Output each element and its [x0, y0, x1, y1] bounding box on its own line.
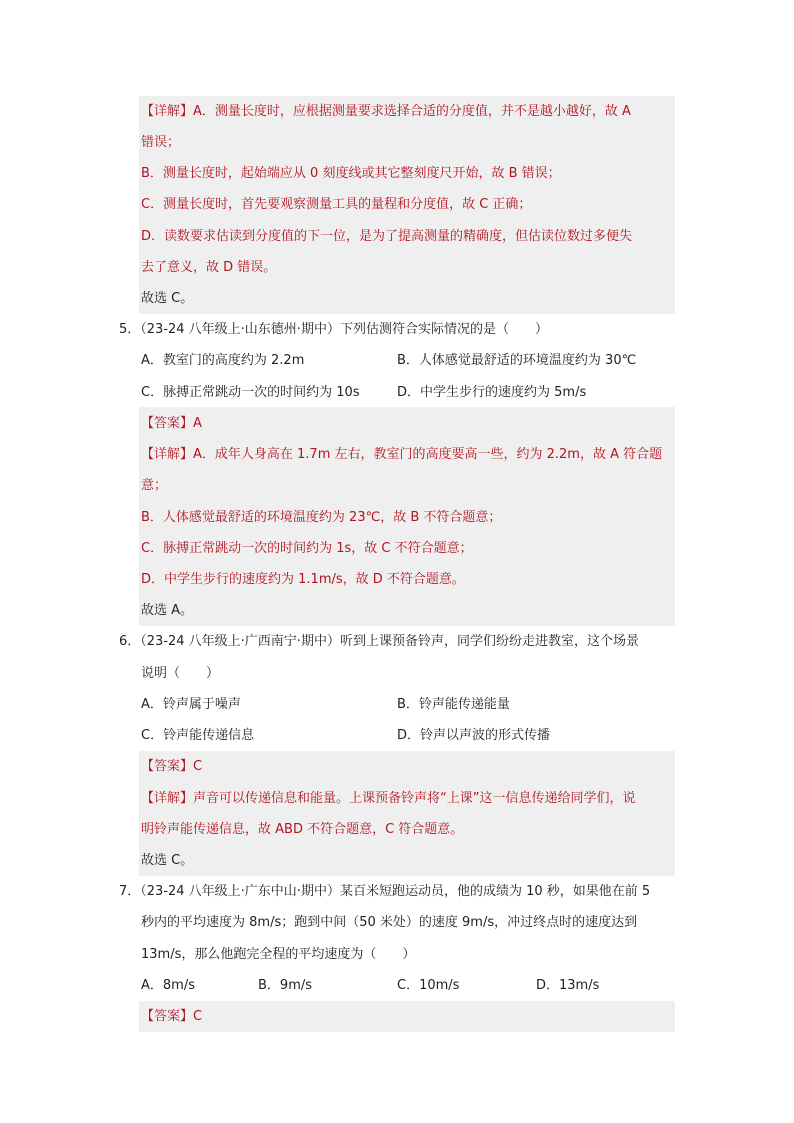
q4-analysis-line-5: D．读数要求估读到分度值的下一位，是为了提高测量的精确度，但估读位数过多便失 — [141, 229, 633, 244]
q6-option-c: C．铃声能传递信息 — [141, 728, 255, 743]
q6-option-b: B．铃声能传递能量 — [397, 697, 510, 712]
q4-analysis-line-2: 错误； — [141, 135, 181, 150]
q5-answer: 【答案】A — [141, 416, 202, 431]
q4-analysis-line-4: C．测量长度时，首先要观察测量工具的量程和分度值，故 C 正确； — [141, 197, 532, 212]
q7-option-c: C．10m/s — [397, 978, 460, 993]
q4-analysis-line-3: B．测量长度时，起始端应从 0 刻度线或其它整刻度尺开始，故 B 错误； — [141, 166, 561, 181]
q6-answer: 【答案】C — [141, 759, 203, 774]
q4-analysis-line-1: 【详解】A．测量长度时，应根据测量要求选择合适的分度值，并不是越小越好，故 A — [141, 104, 631, 119]
q5-option-a: A．教室门的高度约为 2.2m — [141, 353, 305, 368]
q7-stem-line-1: 7．（23-24 八年级上·广东中山·期中）某百米短跑运动员，他的成绩为 10 秒，如果他在前 5 — [119, 884, 651, 899]
q6-option-a: A．铃声属于噪声 — [141, 697, 241, 712]
q6-analysis-line-1: 【详解】声音可以传递信息和能量。上课预备铃声将“上课”这一信息传递给同学们，说 — [141, 791, 636, 806]
q6-stem-line-2: 说明（ ） — [141, 666, 220, 681]
q4-conclusion: 故选 C。 — [141, 291, 194, 306]
q7-stem-line-2: 秒内的平均速度为 8m/s；跑到中间（50 米处）的速度 9m/s，冲过终点时的速度达到 — [141, 915, 638, 930]
q6-stem-line-1: 6．（23-24 八年级上·广西南宁·期中）听到上课预备铃声，同学们纷纷走进教室，这个场景 — [119, 634, 639, 649]
q6-answer-box — [139, 751, 675, 876]
q5-conclusion: 故选 A。 — [141, 603, 194, 618]
q5-analysis-line-3: B．人体感觉最舒适的环境温度约为 23℃，故 B 不符合题意； — [141, 510, 502, 525]
q7-option-b: B．9m/s — [258, 978, 313, 993]
q7-option-d: D．13m/s — [536, 978, 600, 993]
q5-analysis-line-4: C．脉搏正常跳动一次的时间约为 1s，故 C 不符合题意； — [141, 541, 473, 556]
q6-conclusion: 故选 C。 — [141, 853, 194, 868]
q6-analysis-line-2: 明铃声能传递信息，故 ABD 不符合题意，C 符合题意。 — [141, 822, 464, 837]
q7-answer-box — [139, 1001, 675, 1032]
q7-stem-line-3: 13m/s，那么他跑完全程的平均速度为（ ） — [141, 947, 416, 962]
q5-option-b: B．人体感觉最舒适的环境温度约为 30℃ — [397, 353, 637, 368]
q5-analysis-line-1: 【详解】A．成年人身高在 1.7m 左右，教室门的高度要高一些，约为 2.2m，故 A 符合题 — [141, 447, 663, 462]
q6-option-d: D．铃声以声波的形式传播 — [397, 728, 551, 743]
q7-answer: 【答案】C — [141, 1009, 203, 1024]
q5-option-d: D．中学生步行的速度约为 5m/s — [397, 385, 587, 400]
q7-option-a: A．8m/s — [141, 978, 195, 993]
q5-stem: 5．（23-24 八年级上·山东德州·期中）下列估测符合实际情况的是（ ） — [119, 322, 548, 337]
q5-analysis-line-2: 意； — [141, 478, 168, 493]
q4-analysis-line-6: 去了意义，故 D 错误。 — [141, 260, 277, 275]
q5-analysis-line-5: D．中学生步行的速度约为 1.1m/s，故 D 不符合题意。 — [141, 572, 465, 587]
q5-option-c: C．脉搏正常跳动一次的时间约为 10s — [141, 385, 360, 400]
